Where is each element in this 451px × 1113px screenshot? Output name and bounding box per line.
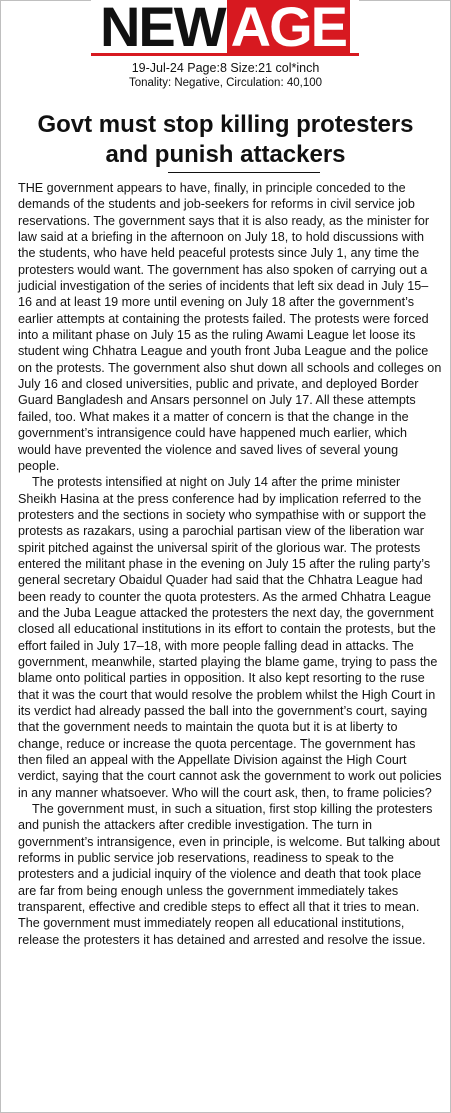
clip-date-page-size: 19-Jul-24 Page:8 Size:21 col*inch bbox=[131, 61, 320, 75]
article-body bbox=[18, 180, 442, 948]
clip-tonality-circulation: Tonality: Negative, Circulation: 40,100 bbox=[128, 77, 323, 89]
article-paragraph: THE government appears to have, finally, in principle conceded to the demands of the students and job-seekers for reforms in civil service job reservations. The government says that it is also ready, as the minister for law said at a briefing in the afternoon on July 18, to hold discussions with the students, who have held peaceful protests since July 1, any time the protesters would want. The government has also spoken of carrying out a judicial investigation of the series of incidents that left six dead in July 15–16 and at least 19 more until evening on July 18 after the government’s earlier attempts at containing the protests failed. The protests were forced into a militant phase on July 15 as the ruling Awami League let loose its student wing Chhatra League and youth front Juba League and the police on the protests. The government also shut down all schools and colleges on July 16 and closed universities, public and private, and deployed Border Guard Bangladesh and Ansars personnel on July 17. All these attempts failed, too. What makes it a matter of concern is that the change in the government’s intransigence could have happened much earlier, which would have prevented the violence and saved lives of several young people. bbox=[18, 181, 442, 473]
article-paragraph: The protests intensified at night on July 14 after the prime minister Sheikh Hasina at the press conference had by implication referred to the protesters and the sections in society who sympathise with or support the protests as razakars, using a parochial partisan view of the liberation war spirit pitched against the universal spirit of the glorious war. The protests entered the militant phase in the evening on July 15 after the ruling party’s general secretary Obaidul Quader had said that the Chhatra League had been ready to counter the quota protesters. As the armed Chhatra League and the Juba League attacked the protesters the next day, the government closed all educational institutions in its effort to contain the protests, but the effort failed in July 17–18, with more people falling dead in attacks. The government, meanwhile, started playing the blame game, trying to pass the blame onto political parties in opposition. It also kept resorting to the ruse that it was the court that would resolve the problem whilst the High Court in its verdict had already passed the ball into the government’s court, saying that the government needs to maintain the quota but it is at liberty to change, reduce or increase the quota percentage. The government has then filed an appeal with the Appellate Division against the High Court verdict, saying that the court cannot ask the government to work out policies in any manner whatsoever. Who will the court ask, then, to frame policies? bbox=[18, 475, 442, 800]
headline-divider bbox=[168, 172, 320, 173]
logo-text-age: AGE bbox=[227, 0, 350, 55]
logo-text-new: NEW bbox=[99, 0, 225, 56]
newspaper-masthead-logo bbox=[91, 0, 359, 56]
article-headline bbox=[0, 110, 451, 170]
article-paragraph: The government must, in such a situation, first stop killing the protesters and punish the attackers after credible investigation. The turn in government’s intransigence, even in principle, is welcome. But talking about reforms in public service job reservations, readiness to speak to the protesters and a judicial inquiry of the violence and death that took place are far from being enough unless the government immediately takes transparent, effective and credible steps to effect all that it tries to mean. The government must immediately reopen all educational institutions, release the protesters it has detained and arrested and resolve the issue. bbox=[18, 802, 440, 947]
headline-line-2: and punish attackers bbox=[105, 141, 346, 168]
headline-line-1: Govt must stop killing protesters bbox=[37, 111, 414, 138]
